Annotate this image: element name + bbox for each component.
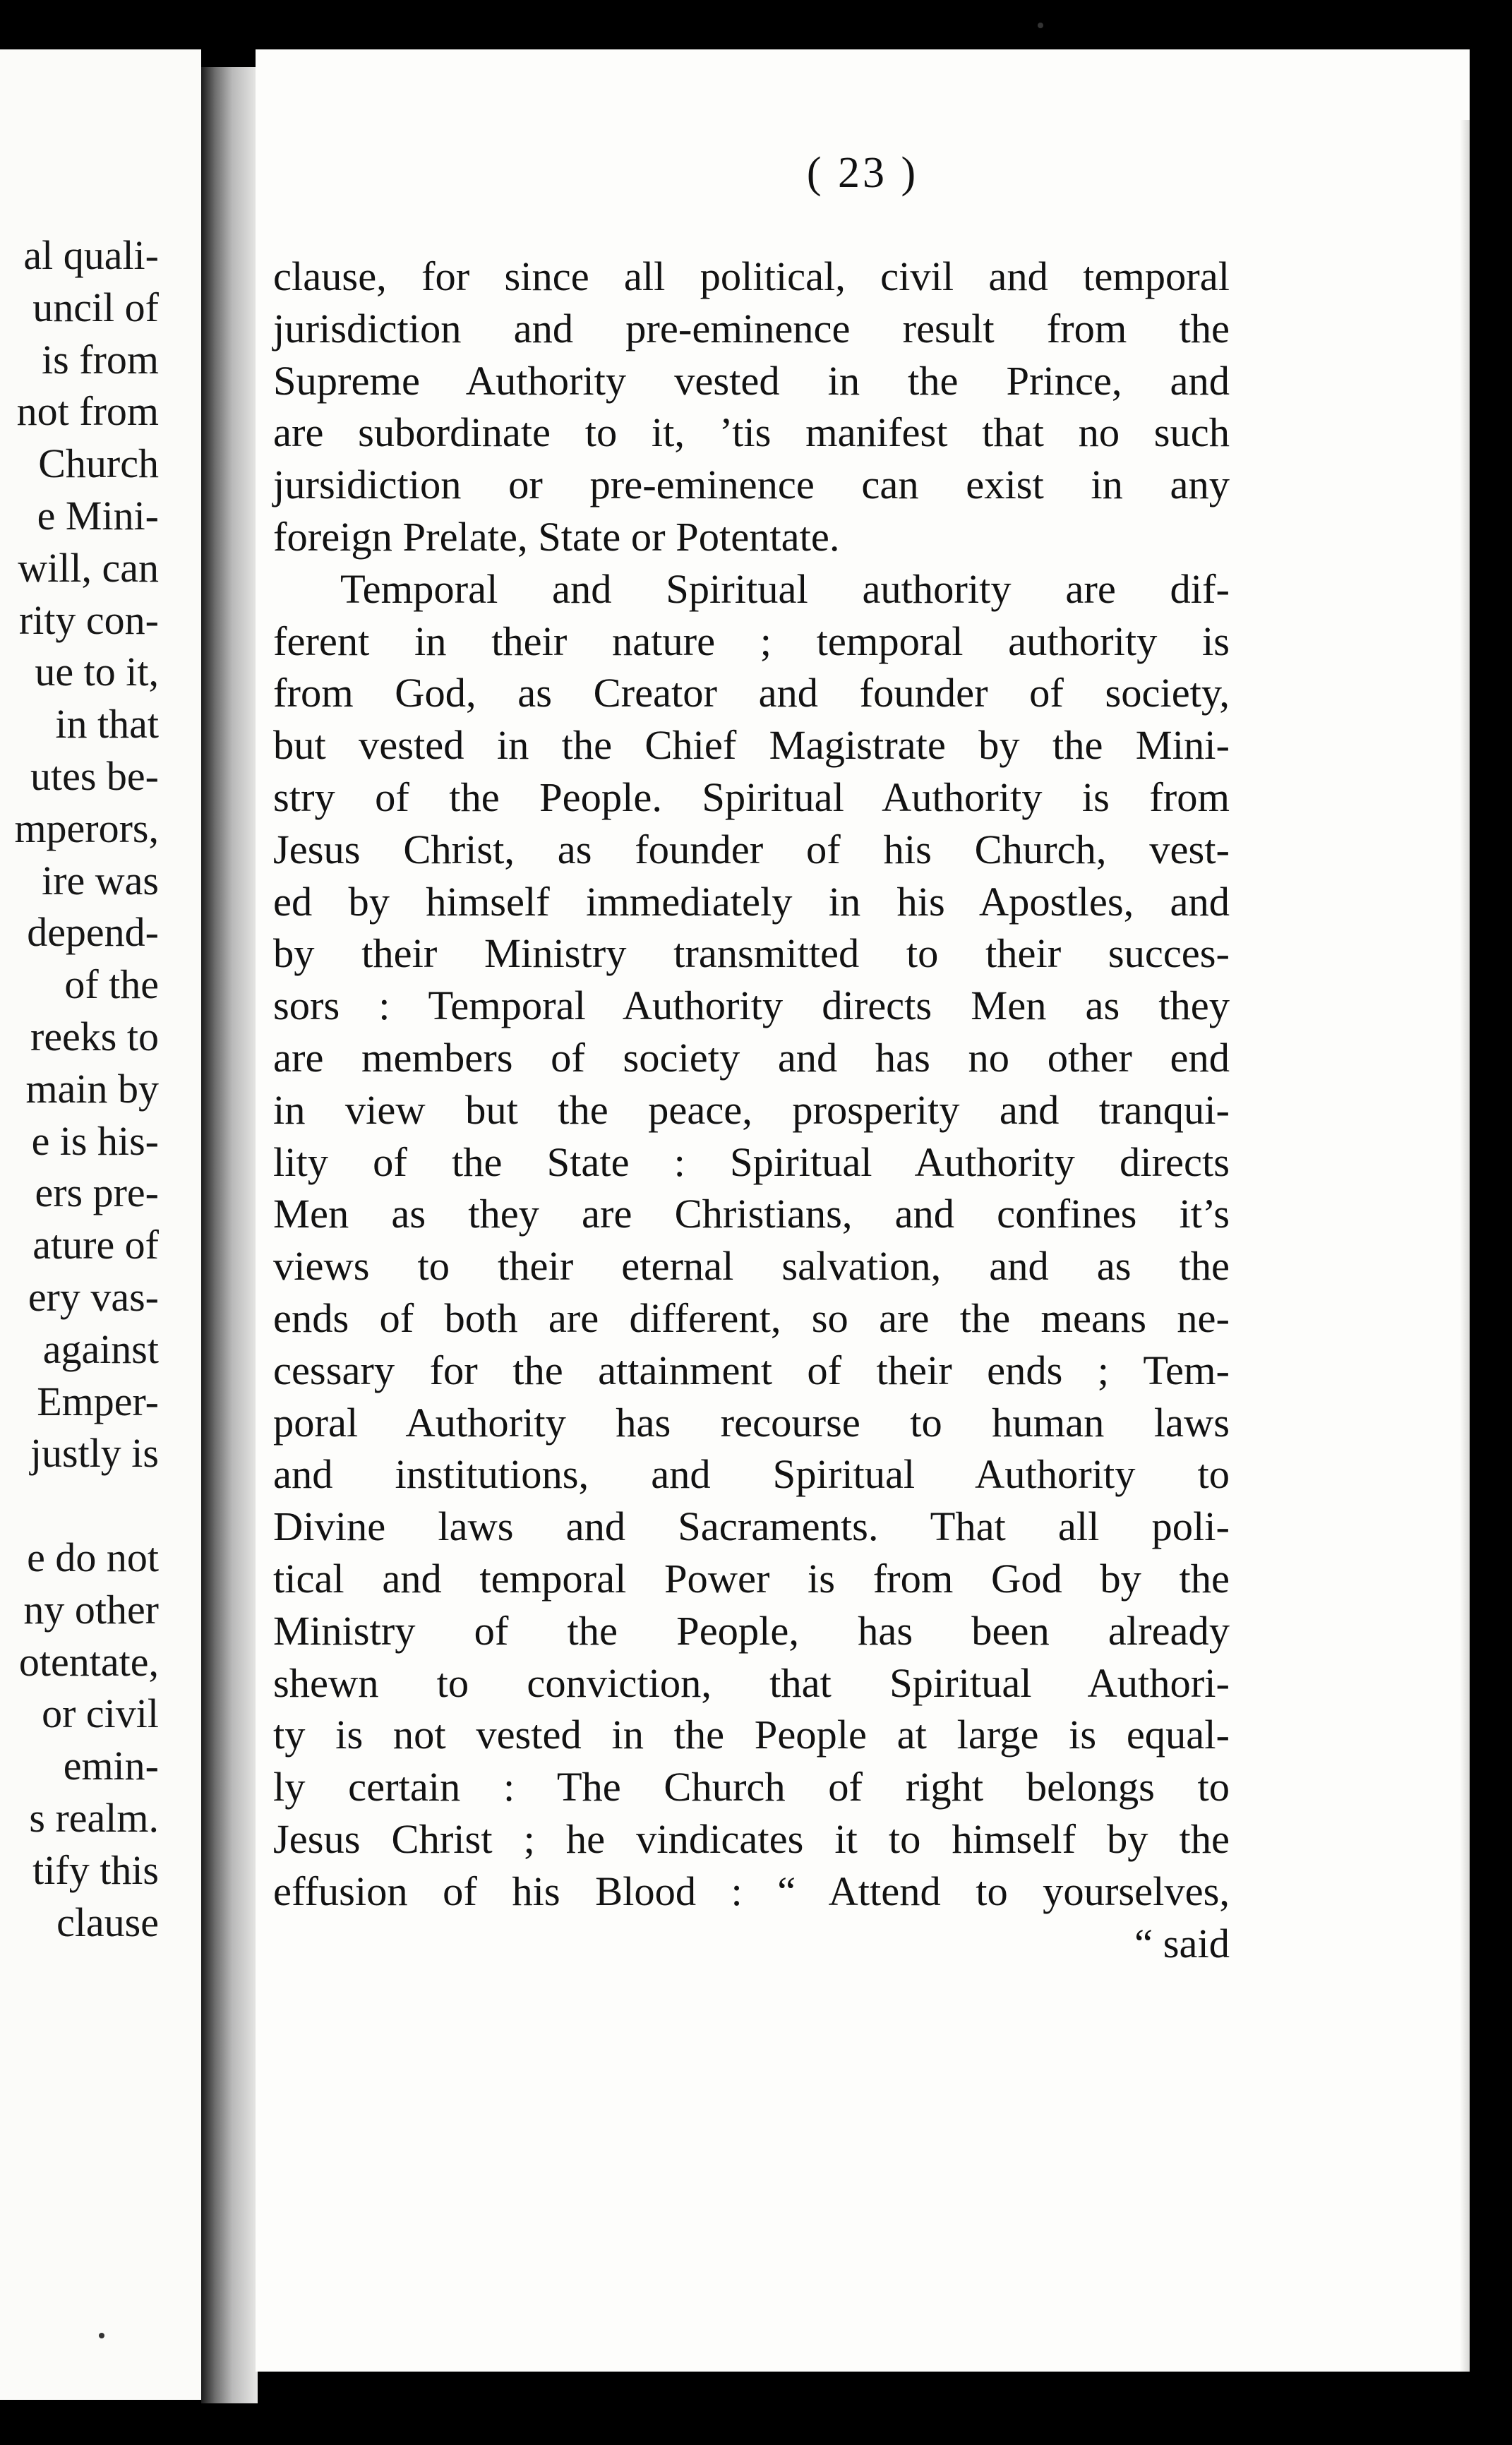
left-facing-page <box>0 49 201 2400</box>
left-page-line: s realm. <box>29 1794 159 1841</box>
left-page-text <box>14 229 159 1948</box>
body-line: Ministry of the People, has been already <box>273 1607 1230 1654</box>
left-page-line: uncil of <box>32 284 159 330</box>
right-main-page <box>256 49 1470 2372</box>
body-line: Men as they are Christians, and confines it’s <box>273 1191 1230 1237</box>
left-page-line: is from <box>42 336 159 383</box>
left-page-line: mperors, <box>14 805 159 851</box>
scan-speck <box>1038 23 1043 28</box>
body-line: Temporal and Spiritual authority are dif- <box>340 565 1230 612</box>
left-page-line: Emper- <box>37 1378 159 1424</box>
left-page-line <box>14 1479 159 1532</box>
body-line: are members of society and has no other end <box>273 1034 1230 1081</box>
left-page-line: tify this <box>32 1846 159 1893</box>
left-page-line: will, can <box>18 544 159 591</box>
body-line: sors : Temporal Authority directs Men as they <box>273 983 1230 1029</box>
book-gutter-shadow <box>201 67 258 2403</box>
left-page-line: e Mini- <box>37 492 159 539</box>
left-page-line: not from <box>16 388 159 435</box>
body-line: in view but the peace, prosperity and tranqui- <box>273 1086 1230 1133</box>
body-line: ty is not vested in the People at large is equal- <box>273 1712 1230 1758</box>
left-page-line: clause <box>56 1899 159 1945</box>
left-page-line: of the <box>64 961 159 1008</box>
left-page-line: ny other <box>23 1586 159 1633</box>
body-line: effusion of his Blood : “ Attend to yourselves, <box>273 1868 1230 1914</box>
left-page-line: utes be- <box>30 752 159 799</box>
body-line: foreign Prelate, State or Potentate. <box>273 513 840 560</box>
left-page-line: ery vas- <box>28 1273 159 1320</box>
left-page-line: ers pre- <box>35 1170 159 1216</box>
body-line: Supreme Authority vested in the Prince, and <box>273 357 1230 404</box>
left-page-line: main by <box>25 1065 159 1112</box>
left-page-line: depend- <box>27 909 159 956</box>
left-page-line: justly is <box>30 1430 159 1477</box>
left-page-line: reeks to <box>30 1013 159 1059</box>
left-page-line: e do not <box>27 1534 159 1580</box>
body-line: are subordinate to it, ’tis manifest that no such <box>273 409 1230 456</box>
body-line: ferent in their nature ; temporal authority is <box>273 618 1230 664</box>
body-line: from God, as Creator and founder of society, <box>273 670 1230 716</box>
body-line: ed by himself immediately in his Apostles, and <box>273 878 1230 925</box>
left-page-line: emin- <box>63 1743 159 1789</box>
body-line: tical and temporal Power is from God by the <box>273 1555 1230 1602</box>
body-line: stry of the People. Spiritual Authority is from <box>273 774 1230 820</box>
body-line: clause, for since all political, civil and temporal <box>273 253 1230 299</box>
catchword: “ said <box>1134 1920 1230 1966</box>
body-line: lity of the State : Spiritual Authority directs <box>273 1139 1230 1185</box>
body-line: Jesus Christ, as founder of his Church, vest- <box>273 826 1230 872</box>
left-page-line: Church <box>38 440 159 487</box>
body-line: views to their eternal salvation, and as the <box>273 1243 1230 1290</box>
left-page-line: ature of <box>32 1222 159 1268</box>
page-edge <box>1460 120 1470 2372</box>
left-page-line: in that <box>55 701 159 747</box>
left-page-line: al quali- <box>23 232 159 278</box>
body-line: ly certain : The Church of right belongs to <box>273 1764 1230 1810</box>
body-line: Divine laws and Sacraments. That all poli- <box>273 1503 1230 1550</box>
body-line: Jesus Christ ; he vindicates it to himself by the <box>273 1815 1230 1862</box>
scan-speck <box>99 2333 104 2338</box>
body-line: poral Authority has recourse to human laws <box>273 1399 1230 1446</box>
body-line: but vested in the Chief Magistrate by the Mini- <box>273 722 1230 769</box>
page-number: ( 23 ) <box>806 149 919 197</box>
left-page-line: ue to it, <box>35 649 159 695</box>
left-page-line: ire was <box>42 857 159 903</box>
body-line: shewn to conviction, that Spiritual Authori- <box>273 1659 1230 1706</box>
left-page-line: or civil <box>42 1690 159 1737</box>
body-line: by their Ministry transmitted to their succes- <box>273 930 1230 977</box>
body-line: jurisdiction and pre-eminence result from the <box>273 305 1230 352</box>
body-text <box>273 251 1230 1969</box>
left-page-line: rity con- <box>18 596 159 643</box>
left-page-line: otentate, <box>18 1638 159 1685</box>
body-line: cessary for the attainment of their ends ; Tem- <box>273 1347 1230 1393</box>
left-page-line: against <box>42 1326 159 1372</box>
body-line: ends of both are different, so are the means ne- <box>273 1294 1230 1341</box>
left-page-line: e is his- <box>31 1117 159 1164</box>
body-line: jursidiction or pre-eminence can exist in any <box>273 462 1230 508</box>
body-line: and institutions, and Spiritual Authority to <box>273 1451 1230 1498</box>
